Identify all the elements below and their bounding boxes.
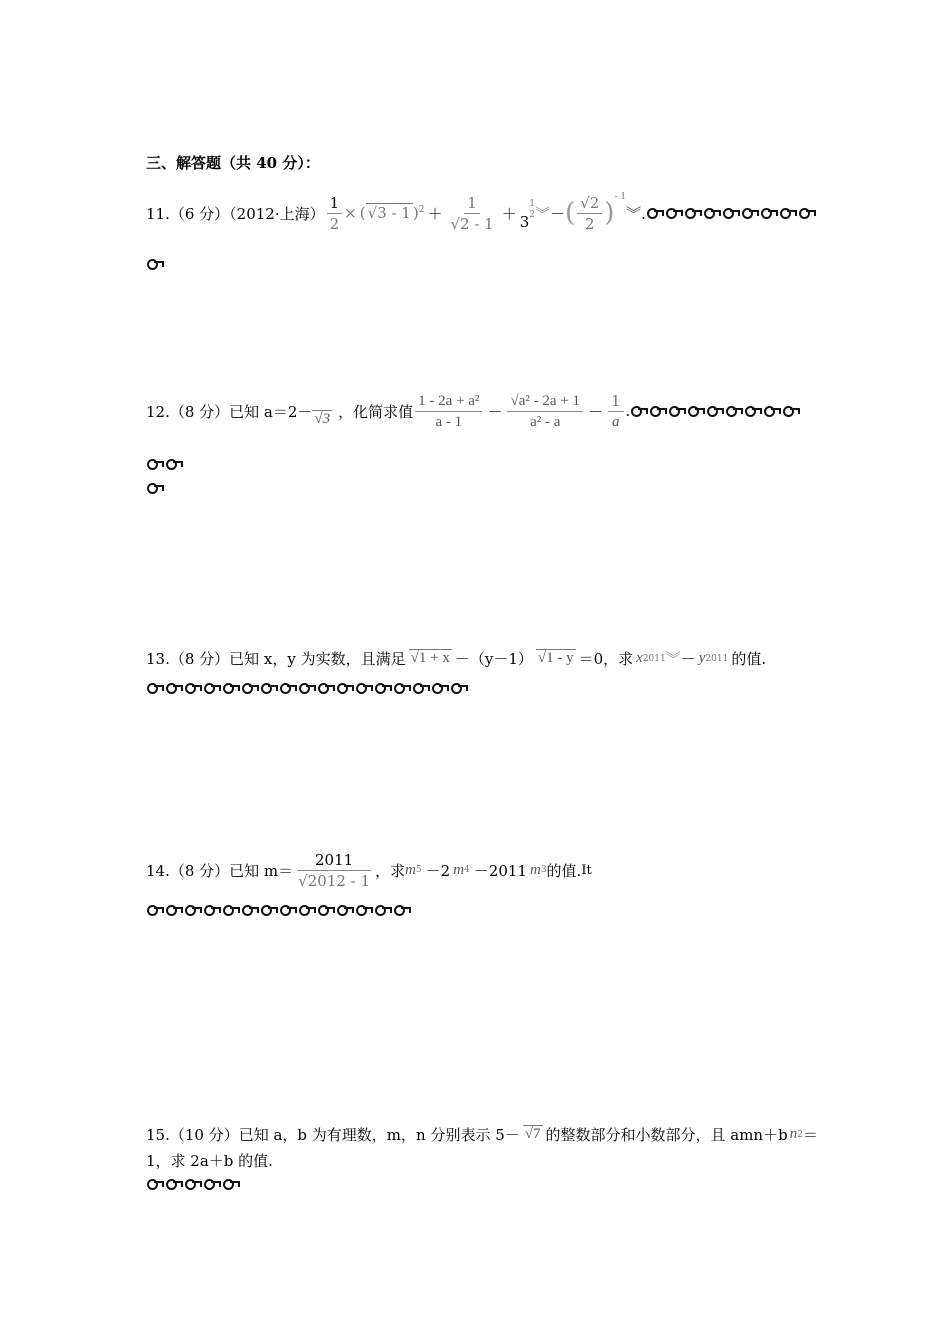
q13-prefix: 13.（8 分）已知 x，y 为实数，且满足 xyxy=(146,650,406,668)
scribble-mark-icon xyxy=(706,404,724,415)
scribble-mark-icon xyxy=(431,681,449,692)
q11-power-term: 3 1 2 xyxy=(519,199,535,231)
q14-fraction: $\frac{2011}{√2012 - 1}$ xyxy=(298,850,371,890)
scribble-mark-icon xyxy=(317,903,335,914)
scribble-mark-icon xyxy=(684,206,702,217)
scribble-mark-icon xyxy=(779,206,797,217)
q13-sqrt-1: √1 + x xyxy=(410,650,450,666)
q11-fraction-2: $\frac{1}{√2 - 1}$ xyxy=(450,193,494,233)
question-15: 15.（10 分）已知 a，b 为有理数，m，n 分别表示 5－ √7 的整数部分和小数部分，且 amn＋b n 2 ＝ xyxy=(146,1126,818,1144)
scribble-mark-icon xyxy=(450,681,468,692)
scribble-mark-icon xyxy=(355,681,373,692)
q11-mark-row xyxy=(646,205,817,221)
q11-half-fraction: $\frac{1}{2}$ xyxy=(327,193,343,234)
scribble-mark-icon xyxy=(165,457,183,468)
scribble-mark-icon xyxy=(317,681,335,692)
scribble-mark-icon xyxy=(298,681,316,692)
scribble-mark-icon xyxy=(184,681,202,692)
scribble-mark-icon xyxy=(146,681,164,692)
scribble-mark-icon xyxy=(646,206,664,217)
scribble-mark-icon xyxy=(412,681,430,692)
scribble-mark-icon xyxy=(222,681,240,692)
section-title: 三、解答题（共 40 分）： xyxy=(146,154,320,172)
scribble-mark-icon xyxy=(279,681,297,692)
scribble-mark-icon xyxy=(184,903,202,914)
scribble-mark-icon xyxy=(260,903,278,914)
scribble-mark-icon xyxy=(630,404,648,415)
scribble-mark-icon xyxy=(146,257,164,268)
q13-sqrt-2: √1 - y xyxy=(537,650,574,666)
q12-mark-row-3 xyxy=(146,480,165,496)
scribble-mark-icon xyxy=(146,481,164,492)
q15-sqrt7: √7 xyxy=(524,1126,541,1142)
q15-line2: 1，求 2a＋b 的值. xyxy=(146,1152,273,1170)
scribble-mark-icon xyxy=(741,206,759,217)
scribble-mark-icon xyxy=(760,206,778,217)
scribble-mark-icon xyxy=(763,404,781,415)
q12-fraction-3: $\frac{1}{a}$ xyxy=(608,391,624,432)
scribble-mark-icon xyxy=(222,1177,240,1188)
question-13: 13.（8 分）已知 x，y 为实数，且满足 √1 + x －（y－1） √1 - y ＝0，求 x 2011 ︾ － y 2011 的值. xyxy=(146,650,767,668)
scribble-mark-icon xyxy=(374,903,392,914)
q12-prefix: 12.（8 分）已知 a＝2－ xyxy=(146,402,313,421)
scribble-mark-icon xyxy=(336,903,354,914)
scribble-mark-icon xyxy=(725,404,743,415)
scribble-mark-icon xyxy=(146,903,164,914)
question-11: 11.（6 分）（2012·上海） $\frac{1}{2}$ × ( √3 - 1 )$^2$ ＋ $\frac{1}{√2 - 1}$ ＋ 3 1 2 ︾ － ( $\frac{√2}{2}$ ) - 1 ︾. xyxy=(146,190,817,236)
q12-fraction-2: $\frac{\text{√a² - 2a + 1}}{\text{a² - a}}$ xyxy=(507,391,583,432)
scribble-mark-icon xyxy=(165,903,183,914)
scribble-mark-icon xyxy=(146,1177,164,1188)
q11-sqrt3-term: ( √3 - 1 )$^2$ xyxy=(359,204,425,222)
scribble-mark-icon xyxy=(665,206,683,217)
scribble-mark-icon xyxy=(336,681,354,692)
q12-mark-row-2 xyxy=(146,456,184,472)
q11-arrow-1: ︾ xyxy=(535,204,551,223)
scribble-mark-icon xyxy=(165,681,183,692)
q15-line1-a: 15.（10 分）已知 a，b 为有理数，m，n 分别表示 5－ xyxy=(146,1126,520,1144)
question-12: 12.（8 分）已知 a＝2－ √3 ，化简求值 $\frac{\text{1 - 2a + a²}}{a - 1}$ － $\frac{\text{√a² - 2a + 1}}{\text{a² - a}}$ － $\frac{1}{a}$ . xyxy=(146,386,801,436)
scribble-mark-icon xyxy=(222,903,240,914)
q11-mark-row-2 xyxy=(146,256,165,272)
scribble-mark-icon xyxy=(393,903,411,914)
q11-prefix: 11.（6 分）（2012·上海） xyxy=(146,204,325,223)
scribble-mark-icon xyxy=(241,903,259,914)
scribble-mark-icon xyxy=(184,1177,202,1188)
q13-mark-row xyxy=(146,680,469,696)
q14-mark-row xyxy=(146,902,412,918)
q11-fraction-3: $\frac{√2}{2}$ xyxy=(577,193,602,234)
q14-prefix: 14.（8 分）已知 m＝ xyxy=(146,861,294,880)
q12-fraction-1: $\frac{\text{1 - 2a + a²}}{a - 1}$ xyxy=(415,391,482,432)
scribble-mark-icon xyxy=(203,903,221,914)
question-14: 14.（8 分）已知 m＝ $\frac{2011}{√2012 - 1}$ ，求 m 5 －2 m 4 －2011 m 3 的值. It xyxy=(146,850,592,890)
scribble-mark-icon xyxy=(203,1177,221,1188)
scribble-mark-icon xyxy=(668,404,686,415)
scribble-mark-icon xyxy=(165,1177,183,1188)
scribble-mark-icon xyxy=(744,404,762,415)
scribble-mark-icon xyxy=(393,681,411,692)
q11-paren-left: ( xyxy=(565,198,576,228)
scribble-mark-icon xyxy=(298,903,316,914)
scribble-mark-icon xyxy=(374,681,392,692)
scribble-mark-icon xyxy=(782,404,800,415)
scribble-mark-icon xyxy=(260,681,278,692)
q12-sqrt3: √3 xyxy=(314,410,331,427)
scribble-mark-icon xyxy=(649,404,667,415)
q15-mark-row xyxy=(146,1176,241,1192)
scribble-mark-icon xyxy=(203,681,221,692)
q12-mark-row xyxy=(630,403,801,419)
q14-tail: It xyxy=(581,862,592,878)
q11-paren-right: ) xyxy=(604,198,615,228)
scribble-mark-icon xyxy=(703,206,721,217)
scribble-mark-icon xyxy=(146,457,164,468)
scribble-mark-icon xyxy=(798,206,816,217)
scribble-mark-icon xyxy=(355,903,373,914)
scribble-mark-icon xyxy=(722,206,740,217)
scribble-mark-icon xyxy=(241,681,259,692)
scribble-mark-icon xyxy=(687,404,705,415)
scribble-mark-icon xyxy=(279,903,297,914)
